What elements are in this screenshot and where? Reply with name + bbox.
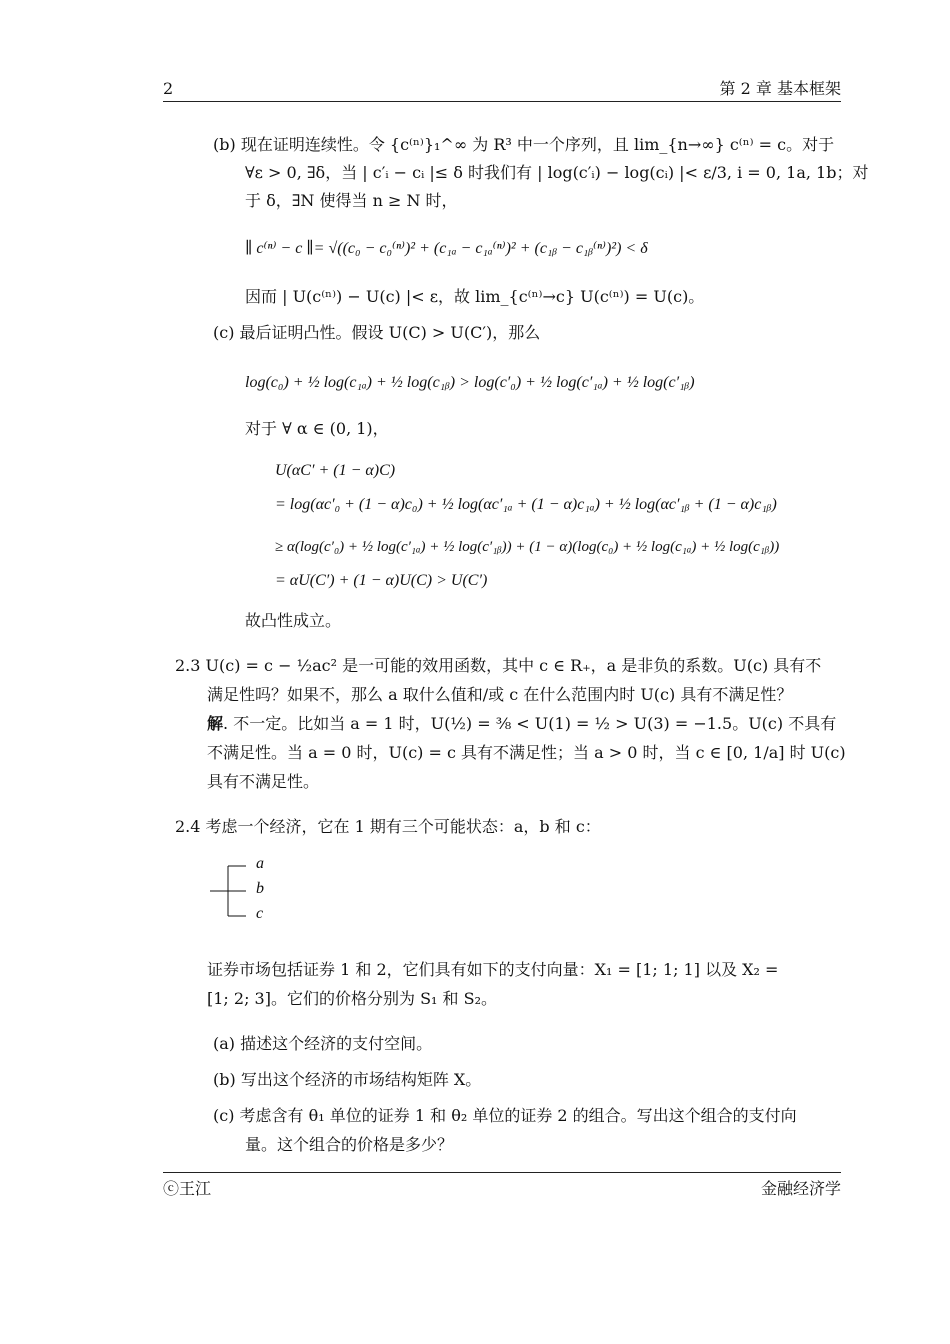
- question-c-line-1: (c) 考虑含有 θ₁ 单位的证券 1 和 θ₂ 单位的证券 2 的组合。写出这个组合的支付向: [213, 1106, 797, 1125]
- header-rule: [163, 101, 841, 102]
- question-b: (b) 写出这个经济的市场结构矩阵 X。: [213, 1070, 482, 1089]
- part-b-line-1: (b) 现在证明连续性。令 {c⁽ⁿ⁾}₁^∞ 为 R³ 中一个序列，且 lim_{n→∞} c⁽ⁿ⁾ = c。对于: [213, 135, 835, 154]
- problem-2-3-line-2: 满足性吗？如果不，那么 a 取什么值和/或 c 在什么范围内时 U(c) 具有不满足性？: [207, 685, 793, 704]
- solution-label: 解: [207, 714, 224, 733]
- solution-line-2: 不满足性。当 a = 0 时，U(c) = c 具有不满足性；当 a > 0 时，当 c ∈ [0, 1/a] 时 U(c): [207, 743, 846, 762]
- problem-2-4-line-3: [1; 2; 3]。它们的价格分别为 S₁ 和 S₂。: [207, 989, 497, 1008]
- part-c-line-2: 对于 ∀ α ∈ (0, 1)，: [245, 419, 389, 438]
- solution-line-1: [207, 713, 836, 735]
- part-b-line-4: 因而 | U(c⁽ⁿ⁾) − U(c) |< ε，故 lim_{c⁽ⁿ⁾→c} U(c⁽ⁿ⁾) = U(c)。: [245, 287, 705, 306]
- state-b-label: b: [256, 880, 264, 897]
- convexity-inequality: log(c₀) + ½ log(c₁ₐ) + ½ log(c₁ᵦ) > log(c′₀) + ½ log(c′₁ₐ) + ½ log(c′₁ᵦ): [245, 374, 695, 391]
- footer-book-title: 金融经济学: [760, 1179, 841, 1198]
- convexity-derivation-4: = αU(C′) + (1 − α)U(C) > U(C′): [275, 572, 488, 589]
- solution-text: . 不一定。比如当 a = 1 时，U(½) = ⅜ < U(1) = ½ > U(3) = −1.5。U(c) 不具有: [223, 714, 837, 733]
- problem-2-3-line-1: 2.3 U(c) = c − ½ac² 是一可能的效用函数，其中 c ∈ R₊，a 是非负的系数。U(c) 具有不: [175, 656, 822, 675]
- question-a: (a) 描述这个经济的支付空间。: [213, 1034, 433, 1053]
- part-b-line-2: ∀ε > 0, ∃δ，当 | c′ᵢ − cᵢ |≤ δ 时我们有 | log(c′ᵢ) − log(cᵢ) |< ε/3, i = 0, 1a, 1b；对: [245, 163, 869, 182]
- part-c-conclusion: 故凸性成立。: [245, 611, 342, 630]
- part-c-line-1: (c) 最后证明凸性。假设 U(C) > U(C′)，那么: [213, 323, 541, 342]
- solution-line-3: 具有不满足性。: [207, 772, 320, 791]
- norm-equation: ∥ c⁽ⁿ⁾ − c ∥= √((c₀ − c₀⁽ⁿ⁾)² + (c₁ₐ − c₁ₐ⁽ⁿ⁾)² + (c₁ᵦ − c₁ᵦ⁽ⁿ⁾)²) < δ: [245, 240, 648, 257]
- question-c-line-2: 量。这个组合的价格是多少？: [245, 1135, 454, 1154]
- convexity-derivation-3: ≥ α(log(c′₀) + ½ log(c′₁ₐ) + ½ log(c′₁ᵦ)) + (1 − α)(log(c₀) + ½ log(c₁ₐ) + ½ log(c₁ᵦ)): [275, 539, 780, 555]
- part-b-line-3: 于 δ，∃N 使得当 n ≥ N 时，: [245, 191, 458, 210]
- footer-rule: [163, 1172, 841, 1173]
- convexity-derivation-2: = log(αc′₀ + (1 − α)c₀) + ½ log(αc′₁ₐ + (1 − α)c₁ₐ) + ½ log(αc′₁ᵦ + (1 − α)c₁ᵦ): [275, 496, 777, 513]
- chapter-title: 第 2 章 基本框架: [719, 79, 841, 98]
- problem-2-4-line-2: 证券市场包括证券 1 和 2，它们具有如下的支付向量：X₁ = [1; 1; 1] 以及 X₂ =: [207, 960, 779, 979]
- state-a-label: a: [256, 855, 264, 872]
- convexity-derivation-1: U(αC′ + (1 − α)C): [275, 462, 396, 479]
- state-c-label: c: [256, 905, 264, 922]
- state-tree-diagram: [210, 855, 270, 922]
- page-number: 2: [163, 79, 174, 98]
- footer-author: ⓒ王江: [163, 1179, 212, 1198]
- problem-2-4-line-1: 2.4 考虑一个经济，它在 1 期有三个可能状态：a，b 和 c：: [175, 817, 601, 836]
